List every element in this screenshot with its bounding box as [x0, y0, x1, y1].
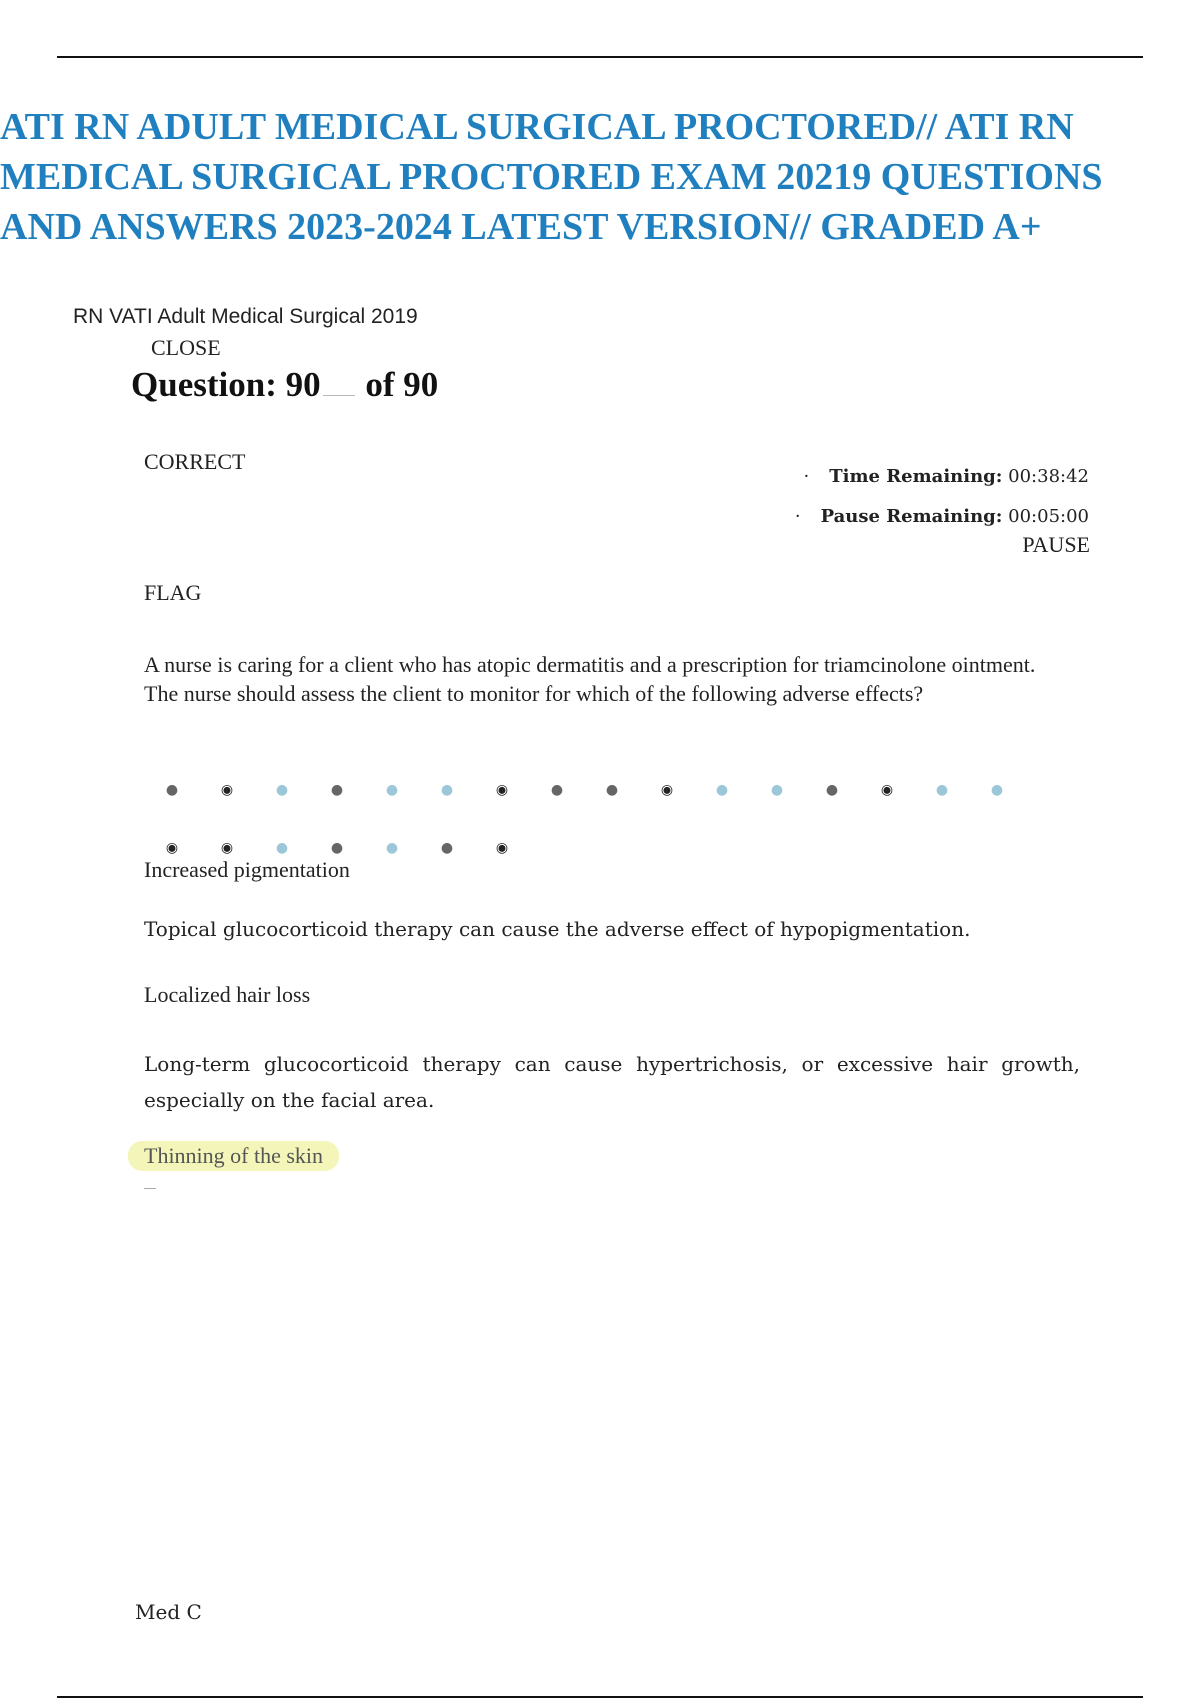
bullet-icon: · [794, 506, 801, 527]
question-dot-icon[interactable]: ● [385, 840, 399, 856]
time-remaining [803, 466, 1089, 487]
question-dot-icon[interactable]: ◉ [660, 782, 674, 798]
question-dot-icon[interactable]: ● [330, 840, 344, 856]
pause-button[interactable]: PAUSE [1022, 532, 1090, 557]
question-dot-icon[interactable]: ◉ [220, 840, 234, 856]
question-dot-icon[interactable]: ● [715, 782, 729, 798]
option-localized-hair-loss[interactable]: Localized hair loss [144, 982, 311, 1007]
pause-remaining [795, 506, 1089, 527]
question-dot-icon[interactable]: ● [165, 782, 179, 798]
question-counter [131, 365, 438, 405]
flag-button[interactable]: FLAG [144, 580, 202, 605]
question-current: 90 [285, 365, 321, 404]
document-title: ATI RN ADULT MEDICAL SURGICAL PROCTORED// ATI RN MEDICAL SURGICAL PROCTORED EXAM 20219 QUESTIONS AND ANSWERS 2023-2024 LATEST VERSION// GRADED A+ [0, 106, 1103, 248]
question-prefix: Question: [131, 365, 277, 404]
time-remaining-value: 00:38:42 [1008, 466, 1089, 487]
question-dot-icon[interactable]: ● [825, 782, 839, 798]
question-dot-icon[interactable]: ● [990, 782, 1004, 798]
question-dot-icon[interactable]: ◉ [880, 782, 894, 798]
question-dot-icon[interactable]: ● [440, 782, 454, 798]
option-increased-pigmentation[interactable]: Increased pigmentation [144, 857, 350, 882]
question-dot-icon[interactable]: ◉ [165, 840, 179, 856]
question-dot-icon[interactable]: ● [275, 840, 289, 856]
status-label: CORRECT [144, 449, 246, 474]
question-dot-icon[interactable]: ● [330, 782, 344, 798]
question-total: of 90 [365, 365, 439, 404]
question-dot-icon[interactable]: ◉ [220, 782, 234, 798]
rationale-1: Topical glucocorticoid therapy can cause the adverse effect of hypopigmentation. [144, 917, 971, 941]
question-dot-icon[interactable]: ● [440, 840, 454, 856]
question-dot-icon[interactable]: ● [275, 782, 289, 798]
bullet-icon: · [803, 466, 810, 487]
question-dot-icon[interactable]: ● [550, 782, 564, 798]
rationale-2: Long-term glucocorticoid therapy can cause hypertrichosis, or excessive hair growth, especially on the facial area. [144, 1052, 1080, 1112]
footer-text: Med C [135, 1600, 202, 1624]
question-text: A nurse is caring for a client who has atopic dermatitis and a prescription for triamcinolone ointment. The nurse should assess the client to monitor for which of the following adverse effects? [144, 652, 1036, 706]
question-dot-icon[interactable]: ◉ [495, 782, 509, 798]
question-nav-row-1 [160, 778, 1040, 802]
question-dot-icon[interactable]: ● [935, 782, 949, 798]
bottom-rule [57, 1696, 1143, 1698]
exam-subtitle: RN VATI Adult Medical Surgical 2019 [73, 305, 418, 328]
option-thinning-of-skin[interactable]: Thinning of the skin [128, 1141, 339, 1171]
pause-remaining-value: 00:05:00 [1008, 506, 1089, 527]
close-button[interactable]: CLOSE [151, 335, 221, 360]
top-rule [57, 56, 1143, 58]
question-dot-icon[interactable]: ● [770, 782, 784, 798]
question-dot-icon[interactable]: ● [385, 782, 399, 798]
question-blank [323, 395, 355, 396]
question-dot-icon[interactable]: ◉ [495, 840, 509, 856]
divider-dash [144, 1188, 156, 1189]
time-remaining-label: Time Remaining: [829, 466, 1003, 487]
question-dot-icon[interactable]: ● [605, 782, 619, 798]
pause-remaining-label: Pause Remaining: [820, 506, 1003, 527]
